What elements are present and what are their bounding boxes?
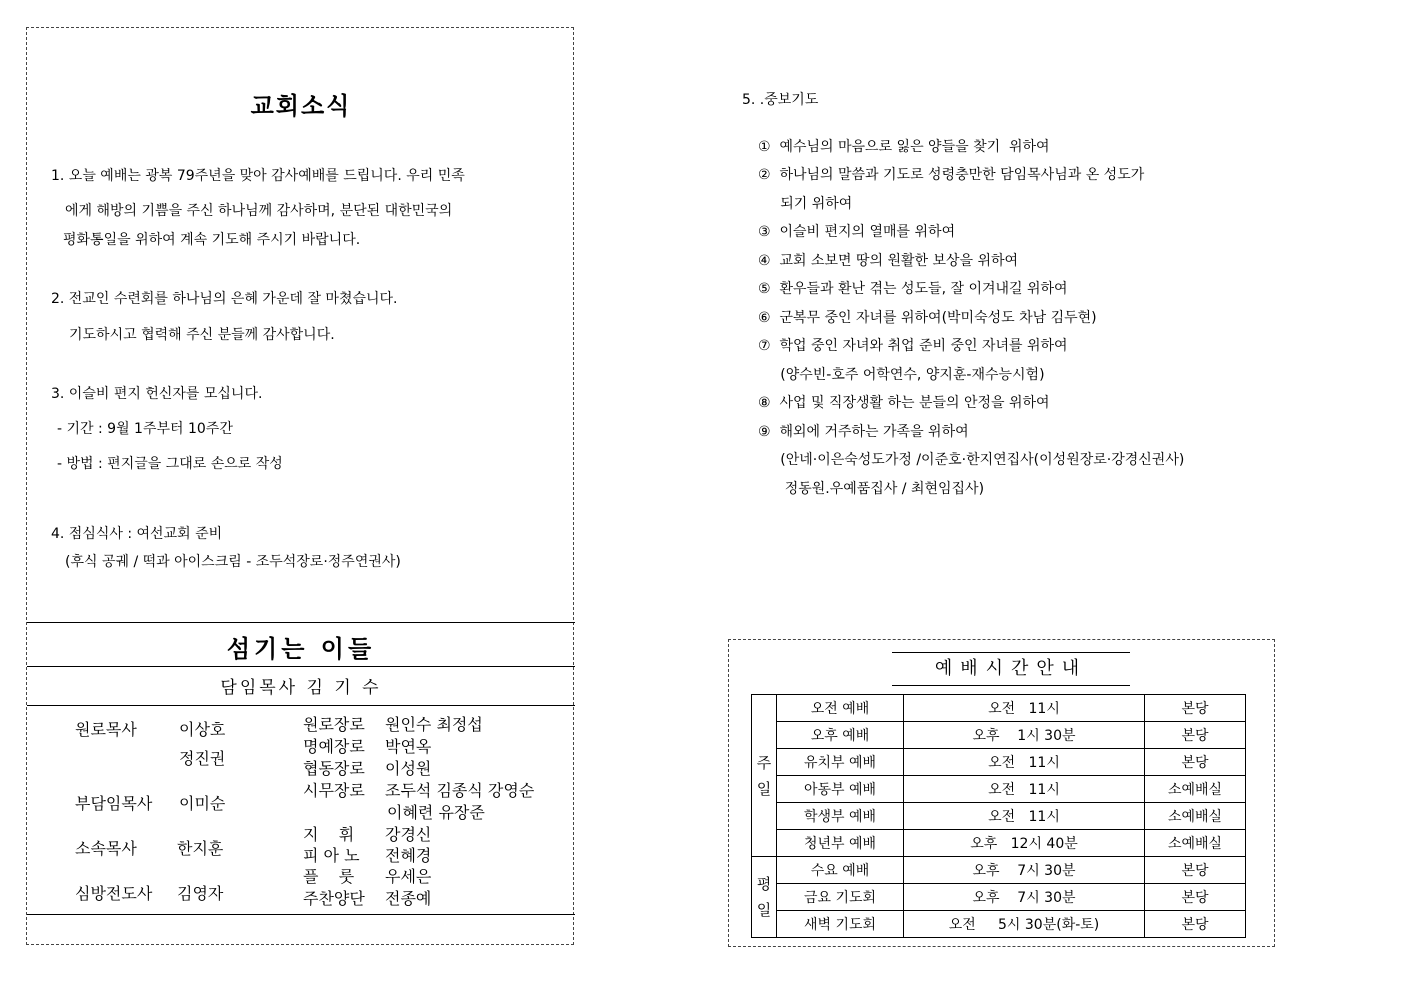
staff-name: 한지훈 — [177, 839, 224, 858]
church-news-title: 교회소식 — [250, 92, 352, 120]
service-place: 본당 — [1145, 857, 1246, 884]
service-name: 수요 예배 — [777, 857, 904, 884]
service-place: 본당 — [1145, 722, 1246, 749]
news-item-4-line-2: (후식 공궤 / 떡과 아이스크림 - 조두석장로·정주연권사) — [65, 554, 401, 570]
service-time: 오전 5시 30분(화-토) — [904, 911, 1145, 938]
prayer-item: ⑧ 사업 및 직장생활 하는 분들의 안정을 위하여 — [758, 395, 1050, 411]
divider — [27, 705, 575, 706]
table-row — [752, 857, 1246, 884]
service-time: 오전 11시 — [904, 749, 1145, 776]
service-time: 오전 11시 — [904, 803, 1145, 830]
worship-times-title: 예배시간안내 — [892, 652, 1130, 686]
prayer-item: 정동원.우예품집사 / 최현임집사) — [758, 481, 985, 497]
senior-pastor: 담임목사 김 기 수 — [220, 678, 382, 698]
servants-title: 섬기는 이들 — [226, 635, 376, 663]
staff-role: 부담임목사 — [75, 794, 153, 813]
service-time: 오후 12시 40분 — [904, 830, 1145, 857]
prayer-item: ④ 교회 소보면 땅의 원활한 보상을 위하여 — [758, 253, 1019, 269]
staff-name: 전혜경 — [385, 846, 432, 865]
table-row — [752, 830, 1246, 857]
worship-group-label: 평 일 — [752, 857, 777, 938]
news-item-3-line-3: - 방법 : 편지글을 그대로 손으로 작성 — [57, 456, 283, 472]
worship-times-table — [751, 694, 1246, 938]
service-time: 오전 11시 — [904, 695, 1145, 722]
prayer-item: ⑤ 환우들과 환난 겪는 성도들, 잘 이겨내길 위하여 — [758, 281, 1068, 297]
service-time: 오후 7시 30분 — [904, 884, 1145, 911]
service-name: 아동부 예배 — [777, 776, 904, 803]
service-place: 본당 — [1145, 695, 1246, 722]
prayer-item: 되기 위하여 — [758, 196, 853, 212]
staff-role: 명예장로 — [303, 737, 365, 756]
staff-role: 소속목사 — [75, 839, 137, 858]
service-place: 소예배실 — [1145, 803, 1246, 830]
service-name: 오후 예배 — [777, 722, 904, 749]
service-place: 소예배실 — [1145, 776, 1246, 803]
staff-role: 플 룻 — [303, 867, 355, 886]
staff-name: 우세은 — [385, 867, 432, 886]
news-item-1-line-1: 1. 오늘 예배는 광복 79주년을 맞아 감사예배를 드립니다. 우리 민족 — [51, 168, 465, 184]
service-time: 오후 7시 30분 — [904, 857, 1145, 884]
prayer-item: (양수빈-호주 어학연수, 양지훈-재수능시험) — [758, 367, 1045, 383]
staff-name: 전종예 — [385, 889, 432, 908]
table-row — [752, 803, 1246, 830]
prayer-item: ⑨ 해외에 거주하는 가족을 위하여 — [758, 424, 969, 440]
divider — [27, 666, 575, 667]
staff-name: 김영자 — [177, 884, 224, 903]
staff-role: 심방전도사 — [75, 884, 153, 903]
table-row — [752, 911, 1246, 938]
prayer-title: 5. .중보기도 — [742, 92, 819, 108]
news-item-2-line-2: 기도하시고 협력해 주신 분들께 감사합니다. — [69, 327, 335, 343]
service-name: 유치부 예배 — [777, 749, 904, 776]
table-row — [752, 722, 1246, 749]
divider — [27, 914, 575, 915]
staff-name: 조두석 김종식 강영순 — [385, 781, 535, 800]
prayer-item: (안네·이은숙성도가정 /이준호·한지연집사(이성원장로·강경신권사) — [758, 452, 1185, 468]
staff-role: 피 아 노 — [303, 846, 360, 865]
staff-role: 주찬양단 — [303, 889, 365, 908]
church-news-panel — [26, 27, 574, 945]
service-name: 오전 예배 — [777, 695, 904, 722]
service-name: 금요 기도회 — [777, 884, 904, 911]
staff-name: 이성원 — [385, 759, 432, 778]
worship-group-label: 주 일 — [752, 695, 777, 857]
prayer-item: ① 예수님의 마음으로 잃은 양들을 찾기 위하여 — [758, 139, 1050, 155]
prayer-item: ⑥ 군복무 중인 자녀를 위하여(박미숙성도 차남 김두현) — [758, 310, 1097, 326]
service-place: 본당 — [1145, 749, 1246, 776]
news-item-2-line-1: 2. 전교인 수련회를 하나님의 은혜 가운데 잘 마쳤습니다. — [51, 291, 398, 307]
staff-name: 박연옥 — [385, 737, 432, 756]
news-item-4-line-1: 4. 점심식사 : 여선교회 준비 — [51, 526, 223, 542]
staff-role: 원로목사 — [75, 720, 137, 739]
service-place: 본당 — [1145, 911, 1246, 938]
staff-name: 강경신 — [385, 825, 432, 844]
table-row — [752, 749, 1246, 776]
prayer-item: ③ 이슬비 편지의 열매를 위하여 — [758, 224, 956, 240]
table-row — [752, 776, 1246, 803]
staff-name: 이상호 — [179, 720, 226, 739]
prayer-item: ⑦ 학업 중인 자녀와 취업 준비 중인 자녀를 위하여 — [758, 338, 1068, 354]
service-name: 청년부 예배 — [777, 830, 904, 857]
service-place: 본당 — [1145, 884, 1246, 911]
news-item-1-line-2: 에게 해방의 기쁨을 주신 하나님께 감사하며, 분단된 대한민국의 — [65, 203, 453, 219]
staff-role: 원로장로 — [303, 715, 365, 734]
staff-role: 시무장로 — [303, 781, 365, 800]
staff-role: 협동장로 — [303, 759, 365, 778]
service-place: 소예배실 — [1145, 830, 1246, 857]
divider — [27, 622, 575, 623]
staff-name: 정진권 — [179, 749, 226, 768]
prayer-item: ② 하나님의 말씀과 기도로 성령충만한 담임목사님과 온 성도가 — [758, 167, 1145, 183]
staff-name: 원인수 최정섭 — [385, 715, 483, 734]
service-time: 오전 11시 — [904, 776, 1145, 803]
staff-role: 지 휘 — [303, 825, 355, 844]
table-row — [752, 695, 1246, 722]
staff-name: 이미순 — [179, 794, 226, 813]
service-name: 학생부 예배 — [777, 803, 904, 830]
staff-name: 이혜련 유장준 — [387, 803, 485, 822]
news-item-3-line-2: - 기간 : 9월 1주부터 10주간 — [57, 421, 233, 437]
service-name: 새벽 기도회 — [777, 911, 904, 938]
news-item-3-line-1: 3. 이슬비 편지 헌신자를 모십니다. — [51, 386, 263, 402]
table-row — [752, 884, 1246, 911]
news-item-1-line-3: 평화통일을 위하여 계속 기도해 주시기 바랍니다. — [63, 232, 361, 248]
service-time: 오후 1시 30분 — [904, 722, 1145, 749]
